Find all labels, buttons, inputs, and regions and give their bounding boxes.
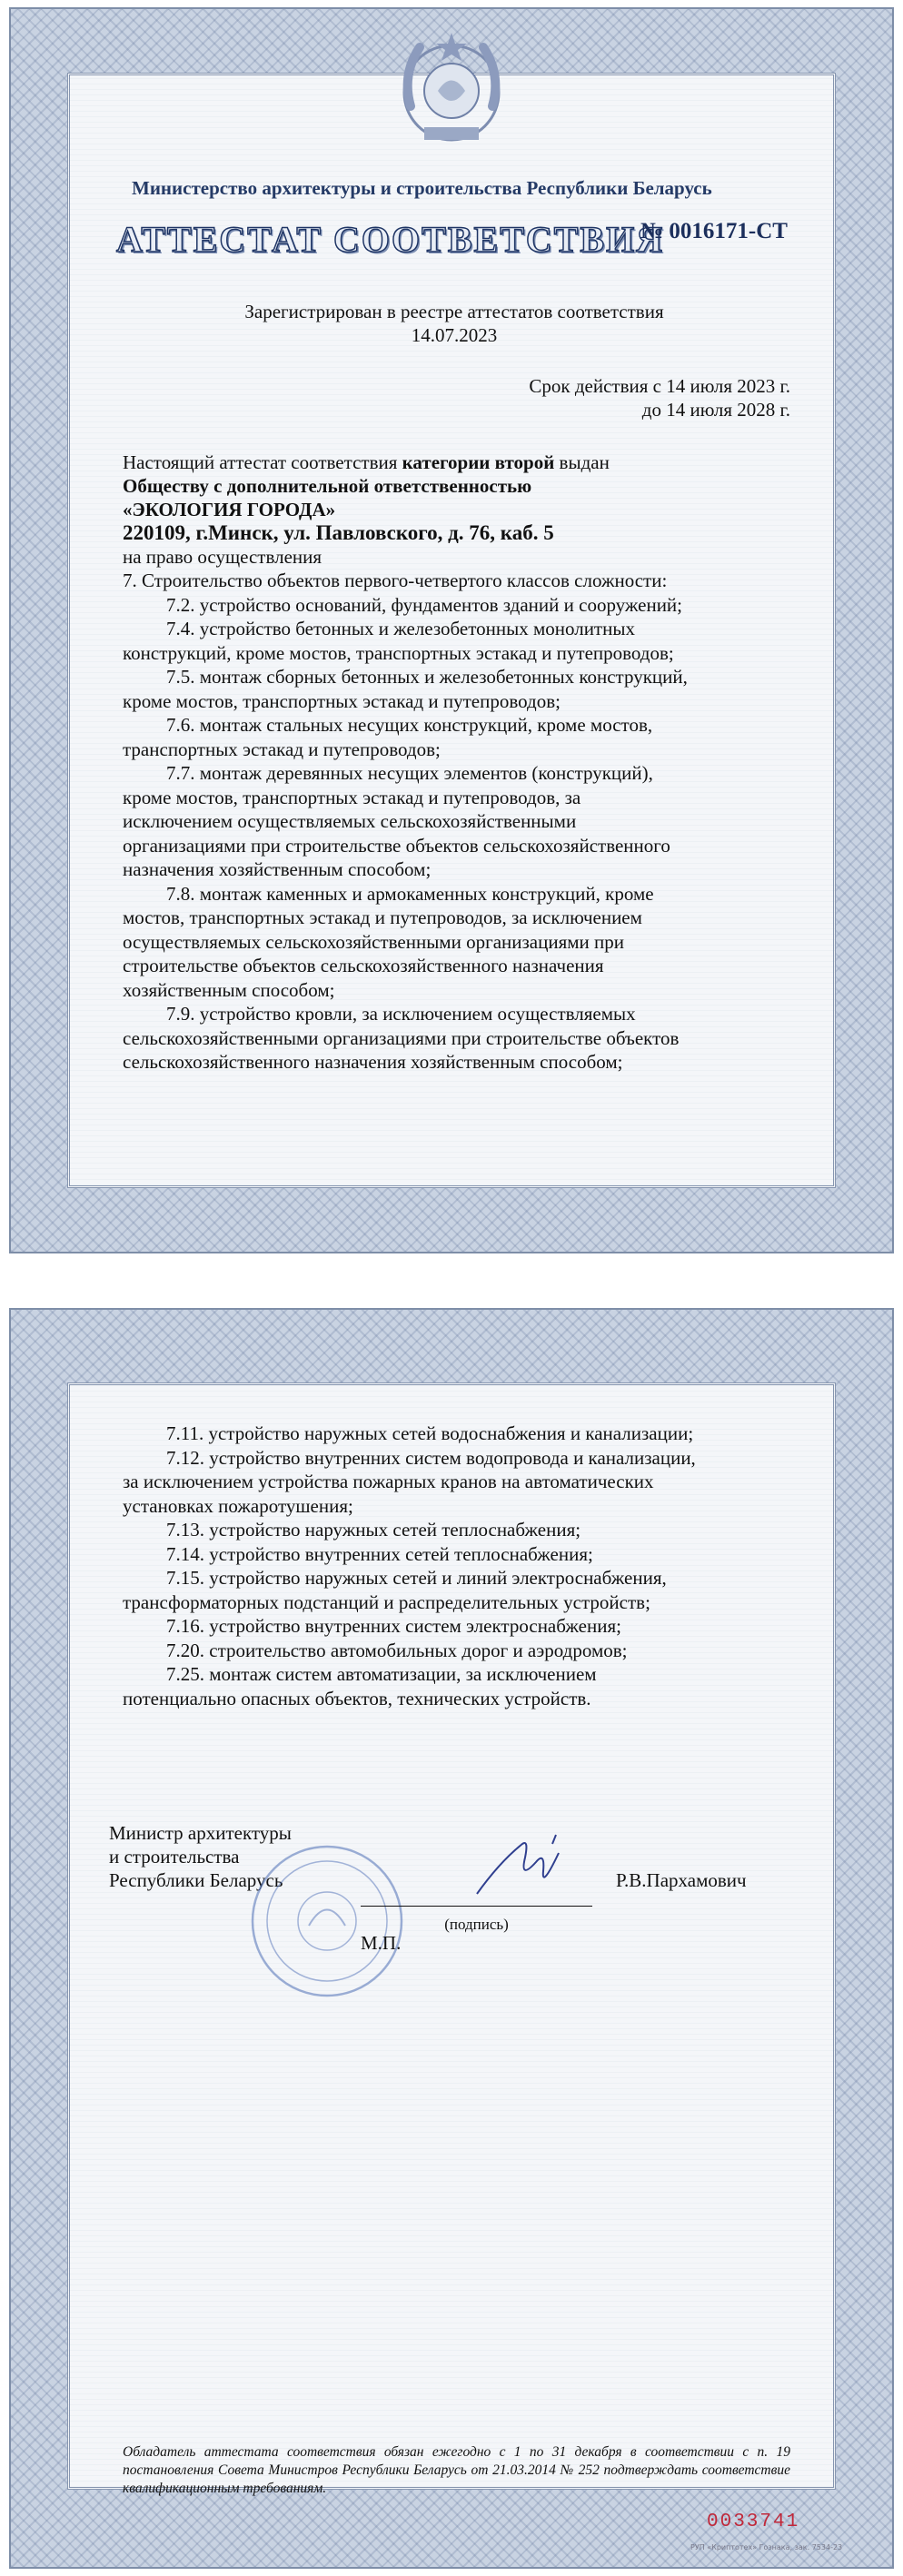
scope-line: 7.7. монтаж деревянных несущих элементов (конструкций), xyxy=(166,762,653,784)
scope-list-page-2 xyxy=(123,1422,786,1710)
registration-date: 14.07.2023 xyxy=(411,324,498,346)
scope-line: хозяйственным способом; xyxy=(123,978,335,1001)
scope-line: сельскохозяйственного назначения хозяйственным способом; xyxy=(123,1051,623,1073)
right-text: на право осуществления xyxy=(123,546,322,568)
scope-line: кроме мостов, транспортных эстакад и путепроводов; xyxy=(123,689,561,712)
serial-number: 0033741 xyxy=(707,2512,800,2532)
scope-line: 7.13. устройство наружных сетей теплоснабжения; xyxy=(166,1519,581,1541)
issued-statement xyxy=(123,451,795,474)
signature-icon xyxy=(472,1826,581,1907)
certificate-title: АТТЕСТАТ СООТВЕТСТВИЯ xyxy=(116,219,665,260)
stamp-place-label: М.П. xyxy=(361,1932,402,1954)
issued-suffix: выдан xyxy=(554,451,610,473)
ministry-header: Министерство архитектуры и строительства Республики Беларусь xyxy=(132,177,712,199)
scope-line: конструкций, кроме мостов, транспортных эстакад и путепроводов; xyxy=(123,641,674,664)
state-emblem-icon xyxy=(383,20,520,156)
scope-line: 7.8. монтаж каменных и армокаменных конструкций, кроме xyxy=(166,882,654,905)
scope-line: за исключением устройства пожарных кранов на автоматических xyxy=(123,1471,654,1492)
issued-category: категории второй xyxy=(402,451,555,473)
printer-mark: РУП «Криптотех» Гознака, зак. 7534-23 xyxy=(690,2543,843,2551)
scope-line: 7.5. монтаж сборных бетонных и железобетонных конструкций, xyxy=(166,666,688,688)
company-name-line2: «ЭКОЛОГИЯ ГОРОДА» xyxy=(123,499,336,520)
scope-line: сельскохозяйственными организациями при строительстве объектов xyxy=(123,1026,680,1049)
scope-line: 7.9. устройство кровли, за исключением осуществляемых xyxy=(166,1003,636,1025)
scope-line: потенциально опасных объектов, технических устройств. xyxy=(123,1687,591,1709)
company-name-line1: Обществу с дополнительной ответственностью xyxy=(123,475,532,497)
scope-line: кроме мостов, транспортных эстакад и путепроводов, за xyxy=(123,786,581,808)
certificate-number: № 0016171-СТ xyxy=(640,219,788,243)
scope-line: 7.25. монтаж систем автоматизации, за исключением xyxy=(166,1663,597,1685)
signatory-title-line3: Республики Беларусь xyxy=(109,1869,283,1891)
scope-line: 7.4. устройство бетонных и железобетонных монолитных xyxy=(166,618,635,639)
signature-line xyxy=(361,1906,592,1907)
scope-line: 7.12. устройство внутренних систем водопровода и канализации, xyxy=(166,1446,696,1469)
signatory-title-line1: Министр архитектуры xyxy=(109,1822,292,1844)
validity-to: до 14 июля 2028 г. xyxy=(641,399,790,421)
scope-line: 7.16. устройство внутренних систем электроснабжения; xyxy=(166,1615,621,1637)
scope-line: 7. Строительство объектов первого-четвертого классов сложности: xyxy=(123,570,668,591)
scope-line: транспортных эстакад и путепроводов; xyxy=(123,738,441,760)
scope-line: осуществляемых сельскохозяйственными организациями при xyxy=(123,930,624,953)
scope-line: трансформаторных подстанций и распределительных устройств; xyxy=(123,1590,650,1613)
scope-line: 7.15. устройство наружных сетей и линий электроснабжения, xyxy=(166,1567,667,1589)
scope-line: организациями при строительстве объектов сельскохозяйственного xyxy=(123,834,670,857)
scope-line: 7.14. устройство внутренних сетей теплоснабжения; xyxy=(166,1542,593,1565)
signatory-name: Р.В.Пархамович xyxy=(616,1869,747,1891)
scope-line: 7.2. устройство оснований, фундаментов зданий и сооружений; xyxy=(166,593,683,616)
scope-line: 7.20. строительство автомобильных дорог и аэродромов; xyxy=(166,1639,628,1661)
signatory-title-line2: и строительства xyxy=(109,1846,240,1868)
company-address: 220109, г.Минск, ул. Павловского, д. 76, каб. 5 xyxy=(123,521,554,544)
scope-line: 7.6. монтаж стальных несущих конструкций, кроме мостов, xyxy=(166,714,653,736)
scope-line: 7.11. устройство наружных сетей водоснабжения и канализации; xyxy=(166,1422,694,1444)
validity-from: Срок действия с 14 июля 2023 г. xyxy=(529,375,790,397)
scope-line: назначения хозяйственным способом; xyxy=(123,858,432,880)
scope-line: строительстве объектов сельскохозяйственного назначения xyxy=(123,955,604,976)
signature-caption: (подпись) xyxy=(444,1916,509,1933)
scope-line: мостов, транспортных эстакад и путепроводов, за исключением xyxy=(123,907,642,928)
footnote: Обладатель аттестата соответствия обязан ежегодно с 1 по 31 декабря в соответствии с п. 19 постановления Совета Министров Республики Беларусь от 21.03.2014 № 252 подтверждать соответствие квалификационным требованиям. xyxy=(123,2444,790,2496)
registration-text: Зарегистрирован в реестре аттестатов соответствия xyxy=(244,301,664,322)
scope-list-page-1 xyxy=(123,569,786,1075)
issued-prefix: Настоящий аттестат соответствия xyxy=(123,451,402,473)
scope-line: исключением осуществляемых сельскохозяйственными xyxy=(123,810,577,832)
scope-line: установках пожаротушения; xyxy=(123,1494,353,1517)
